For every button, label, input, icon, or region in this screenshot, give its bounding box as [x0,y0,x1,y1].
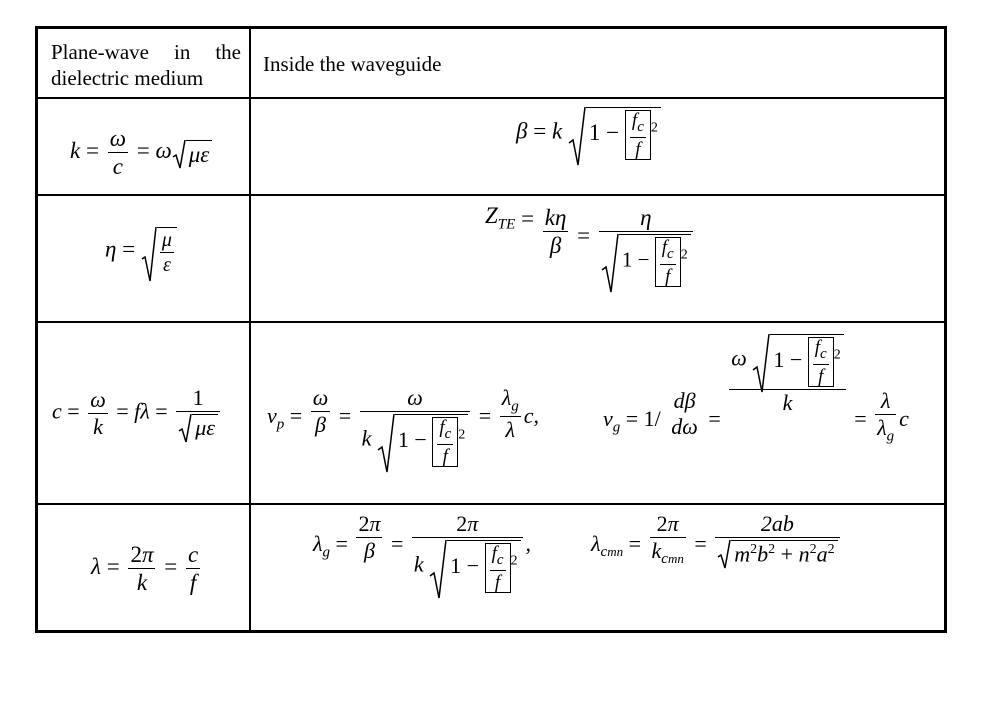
formula-phase-constant: β = k 1 − $\frac{f_c}{f}$ $^2$ [516,107,661,160]
row-divider [38,503,944,505]
formula-cutoff-wavelength: $\lambda_{cmn}$ = $\frac{2\pi}{k_{cmn}}$ = $\frac{2ab}{m^2b^2 + n^2a^2}$ [591,513,843,567]
header-waveguide: Inside the waveguide [263,52,442,76]
formula-table [35,26,947,633]
formula-phase-velocity: $v_p$ = $\frac{\omega}{\beta}$ = ω k 1 − $\frac{f_c}{f}$ $^2$ = $\frac{\lambda_g}{\lambda}$ c, [267,387,539,467]
formula-group-velocity: $v_g = 1/$ dβ dω = ω 1 − $\frac{f_c}{f}$ $^2$ k = $\frac{\lambda}{\lambda_g}$ c [603,334,909,444]
formula-speed-of-light: c = $\frac{\omega}{k}$ = fλ = $\frac{1}{\mu\varepsilon}$ [52,387,223,439]
header-plane-wave: Plane-wave in the dielectric medium [51,40,241,90]
row-divider [38,194,944,196]
row-divider [38,321,944,323]
formula-te-impedance: $Z_{TE}$ = $\frac{k\eta}{\beta}$ = η 1 − $\frac{f_c}{f}$ $^2$ [485,204,696,287]
formula-wavenumber: k = $\frac{\omega}{c}$ = ω με [70,127,212,178]
formula-impedance: η = $\frac{\mu}{\varepsilon}$ [105,227,177,275]
formula-wavelength: λ = $\frac{2\pi}{k}$ = $\frac{c}{f}$ [91,542,199,595]
formula-guide-wavelength: $\lambda_g$ = $\frac{2\pi}{\beta}$ = 2π k 1 − $\frac{f_c}{f}$ $^2$ , [313,513,531,593]
column-divider [249,29,251,630]
row-divider [38,97,944,99]
